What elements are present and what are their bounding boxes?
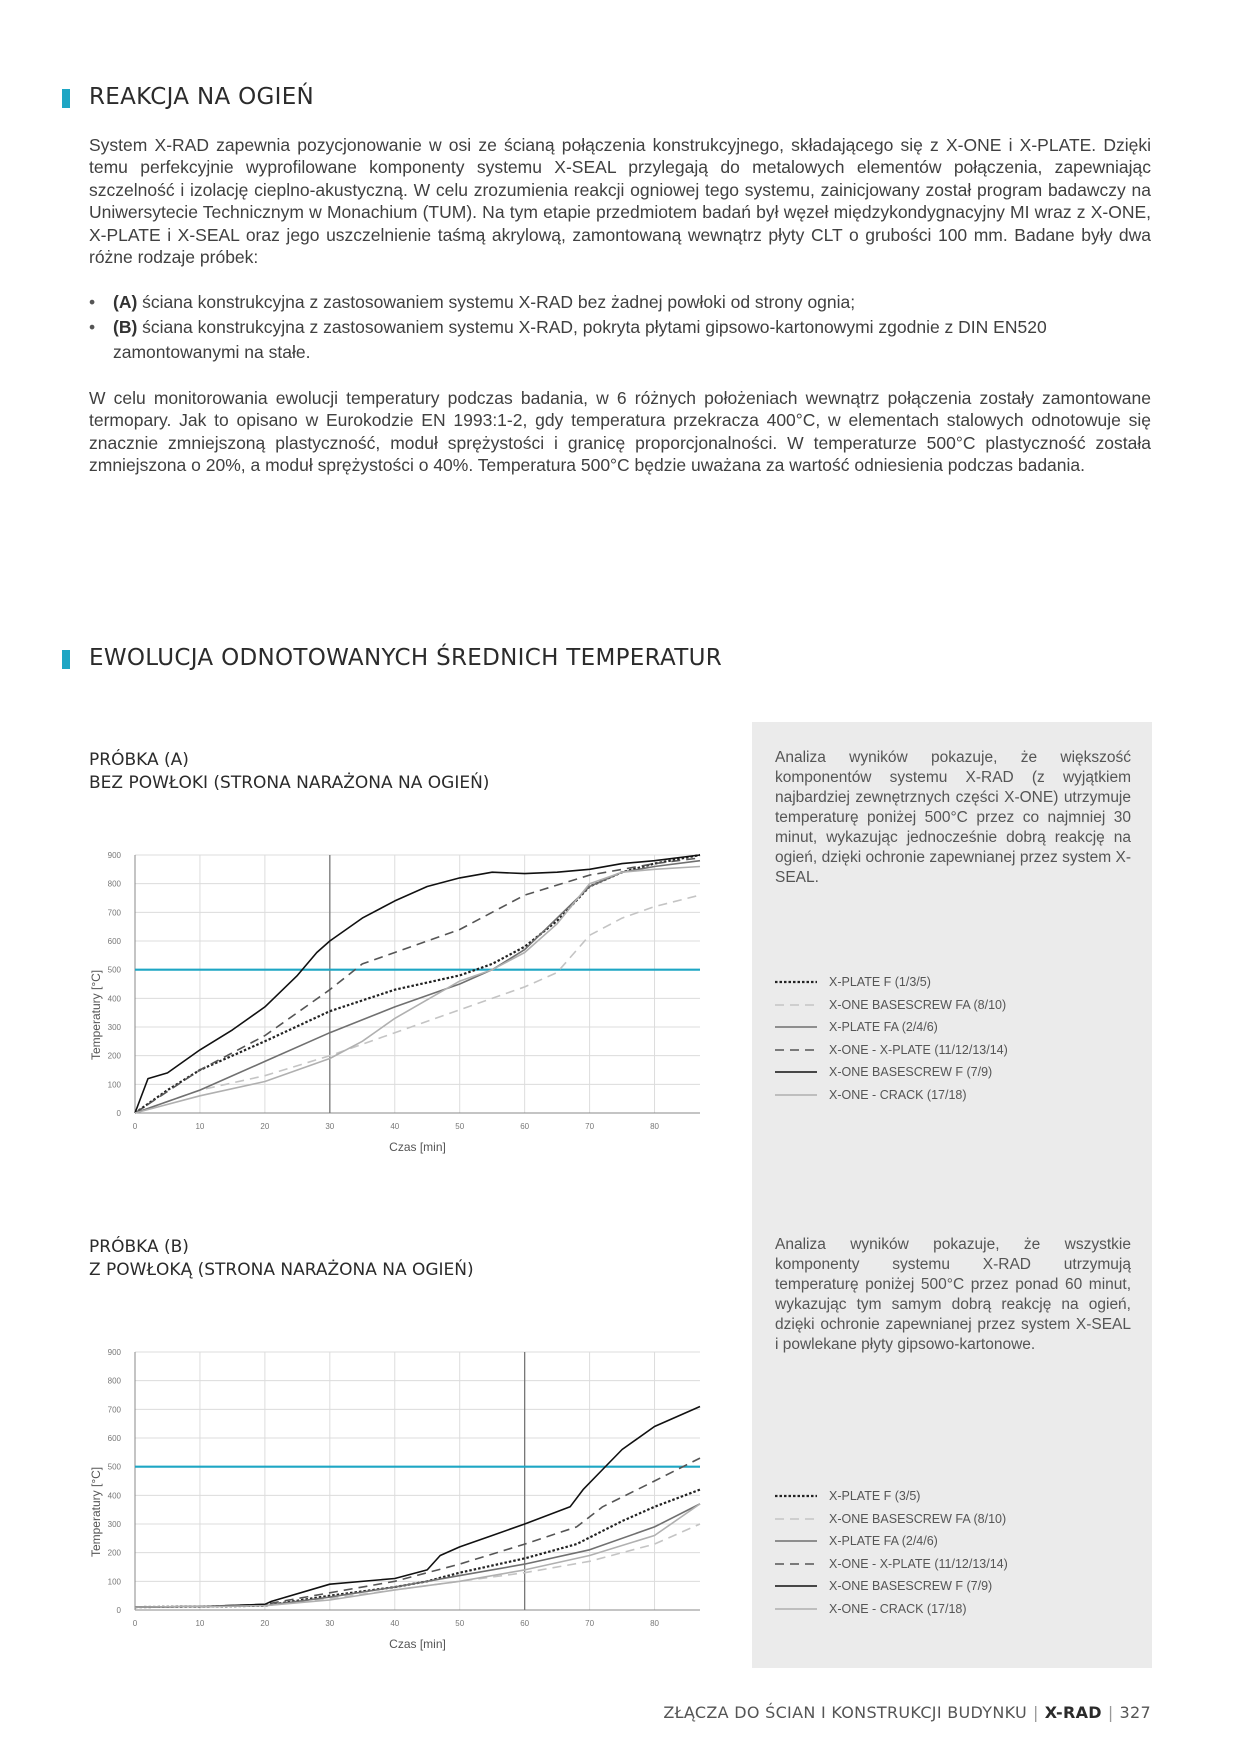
x-tick-label: 30 (325, 1122, 335, 1131)
chart-a-title-line1: PRÓBKA (A) (89, 750, 189, 770)
legend-swatch (775, 978, 819, 986)
series-line (135, 1458, 700, 1607)
chart-a-title (89, 749, 489, 795)
legend-swatch (775, 1605, 819, 1613)
y-tick-label: 0 (116, 1109, 121, 1118)
legend-label: X-PLATE FA (2/4/6) (829, 1020, 938, 1034)
section-marker (62, 89, 70, 108)
chart-b-legend (775, 1488, 1145, 1623)
series-line (135, 895, 700, 1113)
legend-item (775, 1488, 1145, 1511)
legend-label: X-ONE - CRACK (17/18) (829, 1087, 967, 1102)
legend-item (775, 1511, 1145, 1534)
legend-label: X-ONE - X-PLATE (11/12/13/14) (829, 1556, 1008, 1571)
legend-label: X-PLATE F (3/5) (829, 1489, 921, 1503)
y-axis-label: Temperatury [°C] (89, 1466, 103, 1558)
legend-label: X-ONE BASESCREW FA (8/10) (829, 997, 1007, 1012)
x-tick-label: 70 (585, 1122, 595, 1131)
series-line (135, 1524, 700, 1607)
series-line (135, 1504, 700, 1607)
legend-swatch (775, 1023, 819, 1031)
legend-swatch (775, 1515, 819, 1523)
list-item (89, 315, 1151, 365)
x-tick-label: 60 (520, 1122, 530, 1131)
legend-swatch (775, 1537, 819, 1545)
chart-b-analysis: Analiza wyników pokazuje, że wszystkie komponenty systemu X-RAD utrzymują temperaturę poniżej 500°C przez ponad 60 minut, wykazując tym samym dobrą reakcję na ogień, dzięki ochronie zapewnianej przez system X-SEAL i powlekane płyty gipsowo-kartonowe. (775, 1236, 1131, 1353)
y-tick-label: 600 (107, 937, 121, 946)
y-tick-label: 900 (107, 1348, 121, 1357)
x-tick-label: 40 (390, 1122, 400, 1131)
series-line (135, 861, 700, 1113)
legend-item (775, 974, 1145, 997)
x-tick-label: 50 (455, 1122, 465, 1131)
x-tick-label: 80 (650, 1122, 659, 1131)
x-tick-label: 0 (132, 1619, 138, 1628)
legend-label: X-ONE BASESCREW F (7/9) (829, 1579, 993, 1593)
legend-label: X-ONE - CRACK (17/18) (829, 1601, 967, 1616)
legend-item (775, 1533, 1145, 1556)
chart-a-analysis: Analiza wyników pokazuje, że większość komponentów systemu X-RAD (z wyjątkiem najbardziej zewnętrznych części X-ONE) utrzymuje temperaturę poniżej 500°C przez co najmniej 30 minut, wykazując jednocześnie dobrą reakcję na ogień, dzięki ochronie zapewnianej przez system X-SEAL. (775, 749, 1131, 886)
legend-item (775, 1087, 1145, 1110)
legend-swatch (775, 1560, 819, 1568)
chart-b-title-line2: Z POWŁOKĄ (STRONA NARAŻONA NA OGIEŃ) (89, 1260, 474, 1280)
y-tick-label: 100 (107, 1577, 121, 1587)
legend-item (775, 997, 1145, 1020)
page-number: 327 (1119, 1703, 1151, 1722)
y-tick-label: 900 (107, 851, 121, 860)
footer-brand: X-RAD (1044, 1703, 1102, 1722)
section-marker (62, 650, 70, 669)
legend-label: X-ONE BASESCREW FA (8/10) (829, 1511, 1007, 1526)
legend-item (775, 1556, 1145, 1579)
y-tick-label: 800 (107, 1376, 121, 1386)
legend-swatch (775, 1582, 819, 1590)
y-axis-label: Temperatury [°C] (89, 969, 103, 1061)
y-tick-label: 500 (107, 1462, 121, 1472)
x-tick-label: 70 (585, 1619, 595, 1628)
legend-label: X-PLATE FA (2/4/6) (829, 1534, 938, 1548)
chart-a (85, 845, 725, 1175)
intro-paragraph: System X-RAD zapewnia pozycjonowanie w osi ze ścianą połączenia konstrukcyjnego, składającego się z X-ONE i X-PLATE. Dzięki temu perfekcyjnie wyprofilowane komponenty systemu X-SEAL przylegają do metalowych elementów połączenia, zapewniając szczelność i izolację cieplno-akustyczną. W celu zrozumienia reakcji ogniowej tego systemu, zainicjowany został program badawczy na Uniwersytecie Technicznym w Monachium (TUM). Na tym etapie przedmiotem badań był węzeł międzykondygnacyjny MI wraz z X-ONE, X-PLATE i X-SEAL oraz jego uszczelnienie taśmą akrylową, zamontowaną wewnątrz płyty CLT o grubości 100 mm. Badane były dwa różne rodzaje próbek: (89, 135, 1151, 268)
y-tick-label: 300 (107, 1023, 121, 1032)
legend-label: X-PLATE F (1/3/5) (829, 975, 931, 989)
list-item (89, 290, 1151, 315)
x-tick-label: 50 (455, 1619, 465, 1628)
legend-label: X-ONE BASESCREW F (7/9) (829, 1065, 993, 1079)
y-tick-label: 0 (116, 1606, 121, 1615)
chart-b-title-line1: PRÓBKA (B) (89, 1237, 189, 1257)
sample-tag: (B) (113, 317, 138, 337)
y-tick-label: 400 (107, 994, 121, 1004)
chart-b-title (89, 1236, 474, 1282)
legend-swatch (775, 1001, 819, 1009)
sample-tag: (A) (113, 292, 138, 312)
legend-label: X-ONE - X-PLATE (11/12/13/14) (829, 1042, 1008, 1057)
series-line (135, 867, 700, 1114)
x-tick-label: 30 (325, 1619, 335, 1628)
chart-a-title-line2: BEZ POWŁOKI (STRONA NARAŻONA NA OGIEŃ) (89, 773, 490, 793)
y-tick-label: 200 (107, 1051, 121, 1061)
y-tick-label: 800 (107, 879, 121, 889)
sample-description: ściana konstrukcyjna z zastosowaniem systemu X-RAD, pokryta płytami gipsowo-kartonowymi zgodnie z DIN EN520 zamontowanymi na stałe. (113, 317, 1047, 362)
legend-swatch (775, 1046, 819, 1054)
section-heading-temperatures: EWOLUCJA ODNOTOWANYCH ŚREDNICH TEMPERATUR (89, 645, 722, 671)
series-line (135, 1407, 700, 1608)
y-tick-label: 300 (107, 1520, 121, 1529)
chart-a-legend (775, 974, 1145, 1109)
legend-item (775, 1019, 1145, 1042)
chart-b (85, 1342, 725, 1662)
legend-item (775, 1601, 1145, 1624)
y-tick-label: 600 (107, 1434, 121, 1443)
legend-swatch (775, 1091, 819, 1099)
x-tick-label: 80 (650, 1619, 659, 1628)
sample-description: ściana konstrukcyjna z zastosowaniem systemu X-RAD bez żadnej powłoki od strony ognia; (137, 292, 856, 312)
section-heading-fire-reaction: REAKCJA NA OGIEŃ (89, 84, 315, 110)
x-tick-label: 0 (132, 1122, 138, 1131)
series-line (135, 855, 700, 1113)
footer-section-label: ZŁĄCZA DO ŚCIAN I KONSTRUKCJI BUDYNKU (663, 1703, 1027, 1722)
sample-list (89, 290, 1151, 365)
legend-swatch (775, 1492, 819, 1500)
x-axis-label: Czas [min] (389, 1140, 446, 1154)
x-tick-label: 10 (195, 1122, 205, 1131)
footer-separator: | (1032, 1703, 1039, 1722)
x-tick-label: 60 (520, 1619, 530, 1628)
page-footer (663, 1703, 1151, 1722)
x-tick-label: 10 (195, 1619, 205, 1628)
x-tick-label: 40 (390, 1619, 400, 1628)
series-line (135, 1504, 700, 1607)
monitoring-paragraph: W celu monitorowania ewolucji temperatury podczas badania, w 6 różnych położeniach wewnątrz połączenia zostały zamontowane termopary. Jak to opisano w Eurokodzie EN 1993:1-2, gdy temperatura przekracza 400°C, w elementach stalowych odnotowuje się znacznie zmniejszoną plastyczność, moduł sprężystości i granicę proporcjonalności. W temperaturze 500°C plastyczność została zmniejszona o 20%, a moduł sprężystości o 40%. Temperatura 500°C będzie uważana za wartość odniesienia podczas badania. (89, 388, 1151, 476)
y-tick-label: 200 (107, 1548, 121, 1558)
y-tick-label: 700 (107, 908, 121, 918)
y-tick-label: 400 (107, 1491, 121, 1501)
y-tick-label: 100 (107, 1080, 121, 1090)
x-axis-label: Czas [min] (389, 1637, 446, 1651)
y-tick-label: 700 (107, 1405, 121, 1415)
x-tick-label: 20 (260, 1122, 270, 1131)
y-tick-label: 500 (107, 965, 121, 975)
footer-separator: | (1107, 1703, 1114, 1722)
legend-item (775, 1042, 1145, 1065)
legend-item (775, 1064, 1145, 1087)
x-tick-label: 20 (260, 1619, 270, 1628)
legend-item (775, 1578, 1145, 1601)
legend-swatch (775, 1068, 819, 1076)
